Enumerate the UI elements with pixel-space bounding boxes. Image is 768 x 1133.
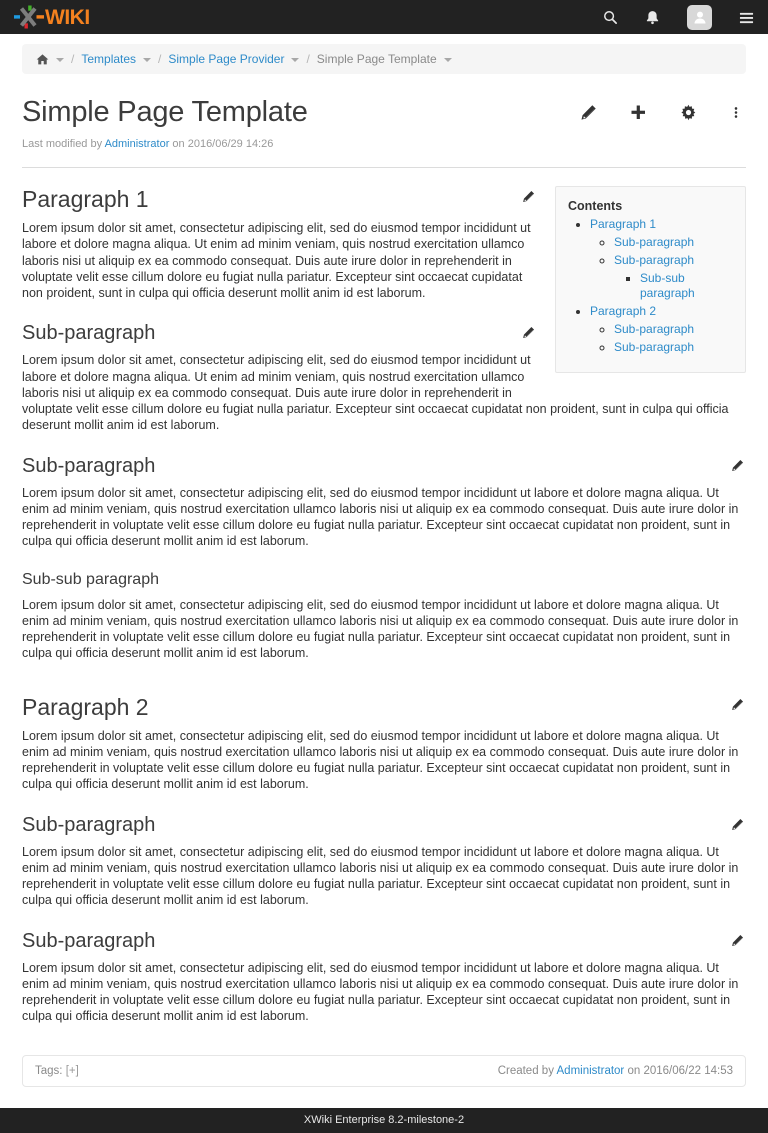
toc-item	[614, 322, 737, 337]
chevron-down-icon[interactable]	[291, 58, 299, 62]
notifications-bell-icon[interactable]	[645, 10, 660, 25]
section-heading: Sub-paragraph	[22, 454, 156, 477]
section-sub-paragraph-3	[22, 814, 746, 909]
title-divider	[22, 167, 746, 168]
section-body: Lorem ipsum dolor sit amet, consectetur adipiscing elit, sed do eiusmod tempor incididunt ut labore et dolore magna aliqua. Ut enim ad minim veniam, quis nostrud exercitation ullamco laboris nisi ut aliquip ex ea commodo consequat. Duis aute irure dolor in reprehenderit in voluptate velit esse cillum dolore eu fugiat nulla pariatur. Excepteur sint occaecat cupidatat non proident, sunt in culpa qui officia deserunt mollit anim id est laborum.	[22, 960, 739, 1024]
xwiki-logo-x-icon	[14, 5, 44, 29]
page-title: Simple Page Template	[22, 96, 308, 128]
created-user-link[interactable]: Administrator	[556, 1064, 625, 1077]
last-modified-line	[22, 138, 746, 150]
section-sub-sub-paragraph	[22, 571, 746, 662]
xwiki-logo[interactable]	[14, 5, 90, 29]
edit-pencil-icon[interactable]	[580, 104, 597, 121]
person-icon	[692, 9, 708, 25]
toc-item	[590, 304, 737, 355]
section-edit-pencil-icon[interactable]	[725, 694, 746, 713]
contents-title: Contents	[568, 199, 623, 213]
toc-item	[614, 340, 737, 355]
section-edit-pencil-icon[interactable]	[725, 930, 746, 949]
chevron-down-icon[interactable]	[143, 58, 151, 62]
breadcrumb-separator: /	[158, 52, 162, 66]
section-sub-paragraph-2	[22, 455, 746, 550]
navbar-icons	[603, 5, 754, 30]
toc-item	[590, 217, 737, 301]
breadcrumb-separator: /	[71, 52, 75, 66]
section-edit-pencil-icon[interactable]	[725, 814, 746, 833]
tags-label: Tags:	[35, 1064, 63, 1077]
section-paragraph-2	[22, 694, 746, 793]
modified-user-link[interactable]: Administrator	[104, 138, 170, 150]
page-content	[0, 96, 768, 1087]
add-tag-button[interactable]: [+]	[65, 1064, 79, 1077]
document-footer	[22, 1055, 746, 1087]
section-body: Lorem ipsum dolor sit amet, consectetur adipiscing elit, sed do eiusmod tempor incididunt ut labore et dolore magna aliqua. Ut enim ad minim veniam, quis nostrud exercitation ullamco laboris nisi ut aliquip ex ea commodo consequat. Duis aute irure dolor in reprehenderit in voluptate velit esse cillum dolore eu fugiat nulla pariatur. Excepteur sint occaecat cupidatat non proident, sunt in culpa qui officia deserunt mollit anim id est laborum.	[22, 485, 739, 549]
section-heading: Sub-paragraph	[22, 813, 156, 836]
created-by-line	[498, 1065, 733, 1077]
section-edit-pencil-icon[interactable]	[516, 322, 537, 341]
section-heading: Paragraph 2	[22, 693, 149, 720]
section-edit-pencil-icon[interactable]	[725, 455, 746, 474]
breadcrumb-item-simple-page-provider[interactable]: Simple Page Provider	[168, 52, 285, 66]
created-suffix: on 2016/06/22 14:53	[627, 1064, 733, 1077]
contents-panel	[555, 186, 746, 373]
toc-link-paragraph-2[interactable]: Paragraph 2	[590, 304, 657, 318]
section-heading: Sub-paragraph	[22, 929, 156, 952]
toc-link-sub-paragraph[interactable]: Sub-paragraph	[614, 235, 695, 249]
section-body: Lorem ipsum dolor sit amet, consectetur adipiscing elit, sed do eiusmod tempor incididunt ut labore et dolore magna aliqua. Ut enim ad minim veniam, quis nostrud exercitation ullamco laboris nisi ut aliquip ex ea commodo consequat. Duis aute irure dolor in reprehenderit in voluptate velit esse cillum dolore eu fugiat nulla pariatur. Excepteur sint occaecat cupidatat non proident, sunt in culpa qui officia deserunt mollit anim id est laborum.	[22, 844, 739, 908]
section-heading: Sub-sub paragraph	[22, 570, 159, 588]
drawer-menu-icon[interactable]	[739, 10, 754, 25]
chevron-down-icon[interactable]	[56, 58, 64, 62]
admin-gear-icon[interactable]	[680, 104, 697, 121]
section-body: Lorem ipsum dolor sit amet, consectetur adipiscing elit, sed do eiusmod tempor incididunt ut labore et dolore magna aliqua. Ut enim ad minim veniam, quis nostrud exercitation ullamco laboris nisi ut aliquip ex ea commodo consequat. Duis aute irure dolor in reprehenderit in voluptate velit esse cillum dolore eu fugiat nulla pariatur. Excepteur sint occaecat cupidatat non proident, sunt in culpa qui officia deserunt mollit anim id est laborum.	[22, 597, 739, 661]
toc-item	[614, 253, 737, 301]
modified-prefix: Last modified by	[22, 138, 103, 150]
modified-suffix: on 2016/06/29 14:26	[172, 138, 274, 150]
toc-link-sub-paragraph[interactable]: Sub-paragraph	[614, 253, 695, 267]
breadcrumb	[22, 44, 746, 74]
toc-link-sub-paragraph[interactable]: Sub-paragraph	[614, 322, 695, 336]
toc-link-paragraph-1[interactable]: Paragraph 1	[590, 217, 657, 231]
version-text: XWiki Enterprise 8.2-milestone-2	[303, 1113, 465, 1126]
section-sub-paragraph-4	[22, 930, 746, 1025]
toc-link-sub-paragraph[interactable]: Sub-paragraph	[614, 340, 695, 354]
toc-link-sub-sub-paragraph[interactable]: Sub-sub paragraph	[640, 271, 695, 300]
chevron-down-icon[interactable]	[444, 58, 452, 62]
created-prefix: Created by	[497, 1064, 554, 1077]
page-actions	[580, 104, 746, 121]
create-plus-icon[interactable]	[630, 104, 647, 121]
breadcrumb-item-current: Simple Page Template	[316, 52, 437, 66]
section-body: Lorem ipsum dolor sit amet, consectetur adipiscing elit, sed do eiusmod tempor incididunt ut labore et dolore magna aliqua. Ut enim ad minim veniam, quis nostrud exercitation ullamco laboris nisi ut aliquip ex ea commodo consequat. Duis aute irure dolor in reprehenderit in voluptate velit esse cillum dolore eu fugiat nulla pariatur. Excepteur sint occaecat cupidatat non proident, sunt in culpa qui officia deserunt mollit anim id est laborum.	[22, 221, 531, 300]
toc-item	[614, 235, 737, 250]
breadcrumb-separator: /	[306, 52, 310, 66]
section-body: Lorem ipsum dolor sit amet, consectetur adipiscing elit, sed do eiusmod tempor incididunt ut labore et dolore magna aliqua. Ut enim ad minim veniam, quis nostrud exercitation ullamco laboris nisi ut aliquip ex ea commodo consequat. Duis aute irure dolor in reprehenderit in voluptate velit esse cillum dolore eu fugiat nulla pariatur. Excepteur sint occaecat cupidatat non proident, sunt in culpa qui officia deserunt mollit anim id est laborum.	[22, 353, 729, 433]
search-icon[interactable]	[603, 10, 618, 25]
toc-item	[640, 271, 737, 301]
breadcrumb-item-templates[interactable]: Templates	[81, 52, 137, 66]
xwiki-logo-text: WIKI	[45, 5, 90, 29]
version-footer	[0, 1108, 768, 1133]
section-heading: Sub-paragraph	[22, 322, 156, 345]
user-avatar[interactable]	[687, 5, 712, 30]
section-heading: Paragraph 1	[22, 186, 149, 212]
section-edit-pencil-icon[interactable]	[516, 186, 537, 205]
home-icon[interactable]	[36, 53, 49, 66]
section-body: Lorem ipsum dolor sit amet, consectetur adipiscing elit, sed do eiusmod tempor incididunt ut labore et dolore magna aliqua. Ut enim ad minim veniam, quis nostrud exercitation ullamco laboris nisi ut aliquip ex ea commodo consequat. Duis aute irure dolor in reprehenderit in voluptate velit esse cillum dolore eu fugiat nulla pariatur. Excepteur sint occaecat cupidatat non proident, sunt in culpa qui officia deserunt mollit anim id est laborum.	[22, 728, 739, 792]
more-actions-kebab-icon[interactable]	[730, 104, 742, 121]
top-navbar	[0, 0, 768, 34]
tags-area	[35, 1065, 79, 1077]
